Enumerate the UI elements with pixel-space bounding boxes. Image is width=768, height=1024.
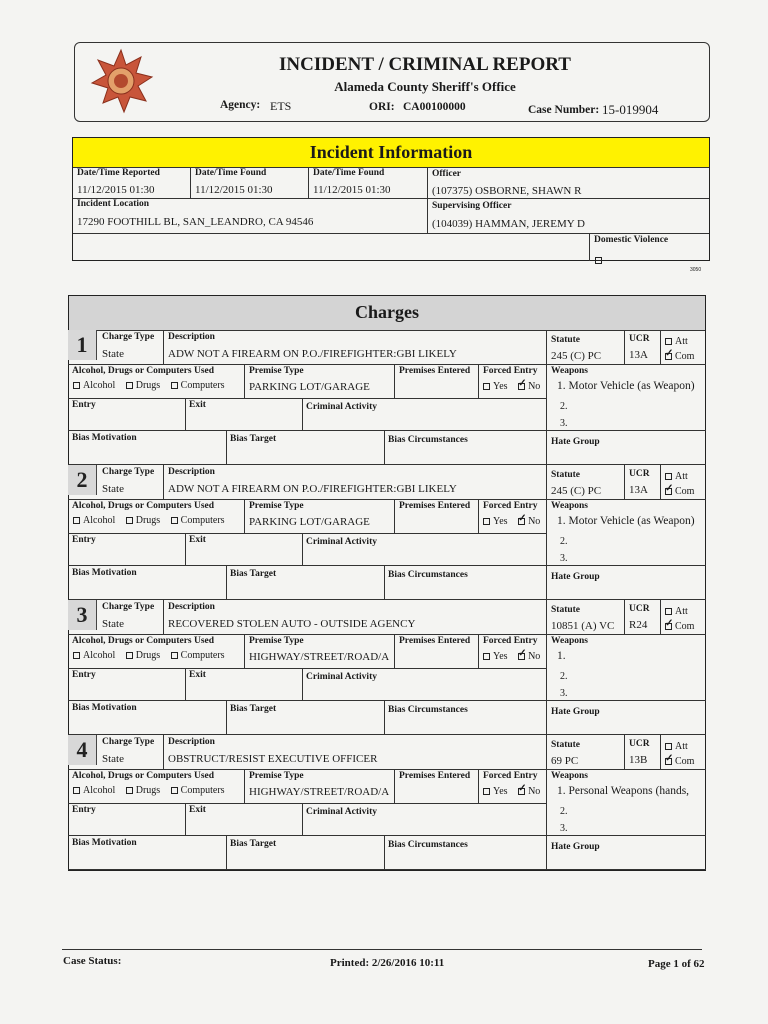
alcohol-label: Alcohol — [83, 380, 116, 391]
hate-group-label: Hate Group — [551, 707, 600, 717]
incident-location-value: 17290 FOOTHILL BL, SAN_LEANDRO, CA 94546 — [77, 216, 314, 228]
premise-type-label: Premise Type — [249, 501, 304, 511]
alcohol-checkbox[interactable] — [73, 650, 115, 661]
charge-block — [68, 600, 708, 735]
date-found-label-1: Date/Time Found — [195, 168, 267, 178]
premises-entered-label: Premises Entered — [399, 501, 471, 511]
bias-target-label: Bias Target — [230, 839, 277, 849]
bias-motivation-label: Bias Motivation — [72, 433, 137, 443]
report-subtitle: Alameda County Sheriff's Office — [334, 79, 516, 94]
com-label: Com — [675, 756, 695, 767]
weapon-1: 1. Personal Weapons (hands, — [557, 785, 690, 797]
date-reported-label: Date/Time Reported — [77, 168, 160, 178]
alcohol-checkbox[interactable] — [73, 380, 115, 391]
forced-entry-options — [483, 516, 540, 527]
drugs-label: Drugs — [135, 650, 161, 661]
yes-label: Yes — [493, 786, 508, 797]
date-found-value-1: 11/12/2015 01:30 — [195, 184, 273, 196]
charge-type-value: State — [102, 483, 124, 495]
charge-type-label: Charge Type — [102, 602, 155, 612]
alcohol-drugs-computers-label: Alcohol, Drugs or Computers Used — [72, 366, 215, 376]
premise-type-value: PARKING LOT/GARAGE — [249, 516, 370, 528]
drugs-checkbox[interactable] — [126, 515, 160, 526]
description-label: Description — [168, 602, 215, 612]
supervising-officer-label: Supervising Officer — [432, 201, 512, 211]
weapon-2: 2. — [560, 536, 568, 547]
alcohol-drugs-computers-options — [73, 380, 233, 391]
ori-value: CA00100000 — [403, 101, 466, 113]
charge-description: ADW NOT A FIREARM ON P.O./FIREFIGHTER:GBI LIKELY — [168, 348, 457, 360]
statute-value: 245 (C) PC — [551, 350, 602, 362]
forced-entry-label: Forced Entry — [483, 501, 538, 511]
drugs-checkbox[interactable] — [126, 380, 160, 391]
yes-label: Yes — [493, 381, 508, 392]
bias-motivation-label: Bias Motivation — [72, 568, 137, 578]
forced-entry-yes-checkbox[interactable] — [483, 651, 508, 662]
alcohol-checkbox[interactable] — [73, 785, 115, 796]
att-label: Att — [675, 471, 688, 482]
att-checkbox[interactable] — [665, 741, 688, 752]
premises-entered-label: Premises Entered — [399, 636, 471, 646]
weapons-label: Weapons — [551, 636, 588, 646]
officer-value: (107375) OSBORNE, SHAWN R — [432, 185, 582, 197]
weapons-label: Weapons — [551, 366, 588, 376]
charge-block — [68, 735, 708, 870]
att-checkbox[interactable] — [665, 606, 688, 617]
ucr-value: 13A — [629, 484, 648, 496]
charges-list — [68, 330, 708, 870]
weapon-1: 1. — [557, 650, 566, 662]
ucr-label: UCR — [629, 739, 650, 749]
bias-circumstances-label: Bias Circumstances — [388, 840, 468, 850]
bias-circumstances-label: Bias Circumstances — [388, 435, 468, 445]
yes-label: Yes — [493, 516, 508, 527]
forced-entry-yes-checkbox[interactable] — [483, 786, 508, 797]
computers-label: Computers — [180, 785, 225, 796]
charge-description: RECOVERED STOLEN AUTO - OUTSIDE AGENCY — [168, 618, 416, 630]
charge-type-label: Charge Type — [102, 737, 155, 747]
criminal-activity-label: Criminal Activity — [306, 672, 377, 682]
computers-checkbox[interactable] — [171, 380, 225, 391]
drugs-label: Drugs — [135, 515, 161, 526]
premises-entered-label: Premises Entered — [399, 366, 471, 376]
no-label: No — [528, 786, 541, 797]
charge-type-value: State — [102, 753, 124, 765]
drugs-checkbox[interactable] — [126, 785, 160, 796]
entry-label: Entry — [72, 535, 96, 545]
exit-label: Exit — [189, 670, 206, 680]
att-checkbox[interactable] — [665, 471, 688, 482]
ucr-label: UCR — [629, 334, 650, 344]
criminal-activity-label: Criminal Activity — [306, 402, 377, 412]
statute-label: Statute — [551, 740, 581, 750]
no-label: No — [528, 651, 541, 662]
drugs-checkbox[interactable] — [126, 650, 160, 661]
alcohol-drugs-computers-label: Alcohol, Drugs or Computers Used — [72, 636, 215, 646]
forced-entry-yes-checkbox[interactable] — [483, 381, 508, 392]
alcohol-drugs-computers-label: Alcohol, Drugs or Computers Used — [72, 771, 215, 781]
forced-entry-label: Forced Entry — [483, 771, 538, 781]
charge-type-label: Charge Type — [102, 332, 155, 342]
incident-info-title: Incident Information — [309, 142, 473, 162]
com-label: Com — [675, 621, 695, 632]
domestic-violence-label: Domestic Violence — [594, 235, 669, 245]
forced-entry-no-checkbox[interactable] — [518, 381, 540, 392]
case-number-label: Case Number: — [528, 104, 600, 116]
bias-circumstances-label: Bias Circumstances — [388, 705, 468, 715]
premise-type-label: Premise Type — [249, 366, 304, 376]
statute-value: 69 PC — [551, 755, 579, 767]
alcohol-drugs-computers-options — [73, 785, 233, 796]
forced-entry-label: Forced Entry — [483, 366, 538, 376]
agency-label: Agency: — [220, 99, 261, 111]
date-reported-value: 11/12/2015 01:30 — [77, 184, 155, 196]
alcohol-label: Alcohol — [83, 785, 116, 796]
hate-group-label: Hate Group — [551, 842, 600, 852]
entry-label: Entry — [72, 400, 96, 410]
charge-block — [68, 465, 708, 600]
alcohol-label: Alcohol — [83, 650, 116, 661]
charge-number: 2 — [68, 465, 97, 495]
alcohol-drugs-computers-options — [73, 515, 233, 526]
ucr-value: 13B — [629, 754, 648, 766]
premise-type-value: HIGHWAY/STREET/ROAD/A — [249, 786, 390, 798]
form-code: 3050 — [690, 267, 702, 273]
exit-label: Exit — [189, 400, 206, 410]
computers-checkbox[interactable] — [171, 785, 225, 796]
case-number-value: 15-019904 — [602, 102, 659, 117]
ucr-label: UCR — [629, 604, 650, 614]
criminal-activity-label: Criminal Activity — [306, 807, 377, 817]
computers-label: Computers — [180, 515, 225, 526]
charges-title: Charges — [355, 302, 419, 322]
weapon-1: 1. Motor Vehicle (as Weapon) — [557, 515, 695, 527]
officer-label: Officer — [432, 169, 462, 179]
premise-type-value: HIGHWAY/STREET/ROAD/A — [249, 651, 390, 663]
premise-type-value: PARKING LOT/GARAGE — [249, 381, 370, 393]
forced-entry-no-checkbox[interactable] — [518, 516, 540, 527]
yes-label: Yes — [493, 651, 508, 662]
incident-location-label: Incident Location — [77, 199, 150, 209]
hate-group-label: Hate Group — [551, 572, 600, 582]
charge-number: 3 — [68, 600, 97, 630]
statute-value: 245 (C) PC — [551, 485, 602, 497]
description-label: Description — [168, 737, 215, 747]
forced-entry-no-checkbox[interactable] — [518, 786, 540, 797]
charge-block — [68, 330, 708, 465]
no-label: No — [528, 516, 541, 527]
statute-label: Statute — [551, 605, 581, 615]
weapons-label: Weapons — [551, 771, 588, 781]
ori-label: ORI: — [369, 101, 395, 113]
premise-type-label: Premise Type — [249, 636, 304, 646]
entry-label: Entry — [72, 670, 96, 680]
bias-target-label: Bias Target — [230, 434, 277, 444]
charge-number: 1 — [68, 330, 97, 360]
computers-checkbox[interactable] — [171, 515, 225, 526]
criminal-activity-label: Criminal Activity — [306, 537, 377, 547]
alcohol-drugs-computers-label: Alcohol, Drugs or Computers Used — [72, 501, 215, 511]
forced-entry-yes-checkbox[interactable] — [483, 516, 508, 527]
weapons-label: Weapons — [551, 501, 588, 511]
charge-type-value: State — [102, 348, 124, 360]
charge-description: ADW NOT A FIREARM ON P.O./FIREFIGHTER:GBI LIKELY — [168, 483, 457, 495]
drugs-label: Drugs — [135, 785, 161, 796]
charge-type-value: State — [102, 618, 124, 630]
forced-entry-options — [483, 651, 540, 662]
description-label: Description — [168, 467, 215, 477]
weapon-1: 1. Motor Vehicle (as Weapon) — [557, 380, 695, 392]
agency-value: ETS — [270, 99, 292, 113]
page-number: Page 1 of 62 — [648, 958, 705, 970]
alcohol-checkbox[interactable] — [73, 515, 115, 526]
weapon-3: 3. — [560, 553, 568, 564]
charge-description: OBSTRUCT/RESIST EXECUTIVE OFFICER — [168, 753, 378, 765]
forced-entry-no-checkbox[interactable] — [518, 651, 540, 662]
forced-entry-label: Forced Entry — [483, 636, 538, 646]
description-label: Description — [168, 332, 215, 342]
bias-target-label: Bias Target — [230, 569, 277, 579]
att-label: Att — [675, 741, 688, 752]
com-checkbox[interactable] — [665, 621, 694, 632]
report-title: INCIDENT / CRIMINAL REPORT — [279, 54, 571, 75]
bias-motivation-label: Bias Motivation — [72, 703, 137, 713]
computers-label: Computers — [180, 650, 225, 661]
date-found-label-2: Date/Time Found — [313, 168, 385, 178]
att-label: Att — [675, 336, 688, 347]
date-found-value-2: 11/12/2015 01:30 — [313, 184, 391, 196]
exit-label: Exit — [189, 535, 206, 545]
att-label: Att — [675, 606, 688, 617]
charge-number: 4 — [68, 735, 97, 765]
statute-value: 10851 (A) VC — [551, 620, 615, 632]
forced-entry-options — [483, 786, 540, 797]
com-checkbox[interactable] — [665, 486, 694, 497]
hate-group-label: Hate Group — [551, 437, 600, 447]
exit-label: Exit — [189, 805, 206, 815]
supervising-officer-value: (104039) HAMMAN, JEREMY D — [432, 218, 585, 230]
ucr-label: UCR — [629, 469, 650, 479]
weapon-2: 2. — [560, 671, 568, 682]
drugs-label: Drugs — [135, 380, 161, 391]
computers-checkbox[interactable] — [171, 650, 225, 661]
ucr-value: R24 — [629, 619, 648, 631]
weapon-3: 3. — [560, 688, 568, 699]
no-label: No — [528, 381, 541, 392]
ucr-value: 13A — [629, 349, 648, 361]
alcohol-label: Alcohol — [83, 515, 116, 526]
printed-timestamp: Printed: 2/26/2016 10:11 — [330, 957, 445, 969]
case-status-label: Case Status: — [63, 955, 122, 967]
premises-entered-label: Premises Entered — [399, 771, 471, 781]
weapon-3: 3. — [560, 823, 568, 834]
alcohol-drugs-computers-options — [73, 650, 233, 661]
bias-circumstances-label: Bias Circumstances — [388, 570, 468, 580]
weapon-3: 3. — [560, 418, 568, 429]
com-checkbox[interactable] — [665, 351, 694, 362]
statute-label: Statute — [551, 335, 581, 345]
bias-target-label: Bias Target — [230, 704, 277, 714]
com-label: Com — [675, 351, 695, 362]
com-checkbox[interactable] — [665, 756, 694, 767]
sheriff-badge-icon — [86, 47, 156, 115]
charge-type-label: Charge Type — [102, 467, 155, 477]
bias-motivation-label: Bias Motivation — [72, 838, 137, 848]
com-label: Com — [675, 486, 695, 497]
computers-label: Computers — [180, 380, 225, 391]
weapon-2: 2. — [560, 806, 568, 817]
forced-entry-options — [483, 381, 540, 392]
domestic-violence-checkbox[interactable] — [595, 250, 605, 268]
att-checkbox[interactable] — [665, 336, 688, 347]
statute-label: Statute — [551, 470, 581, 480]
entry-label: Entry — [72, 805, 96, 815]
premise-type-label: Premise Type — [249, 771, 304, 781]
weapon-2: 2. — [560, 401, 568, 412]
